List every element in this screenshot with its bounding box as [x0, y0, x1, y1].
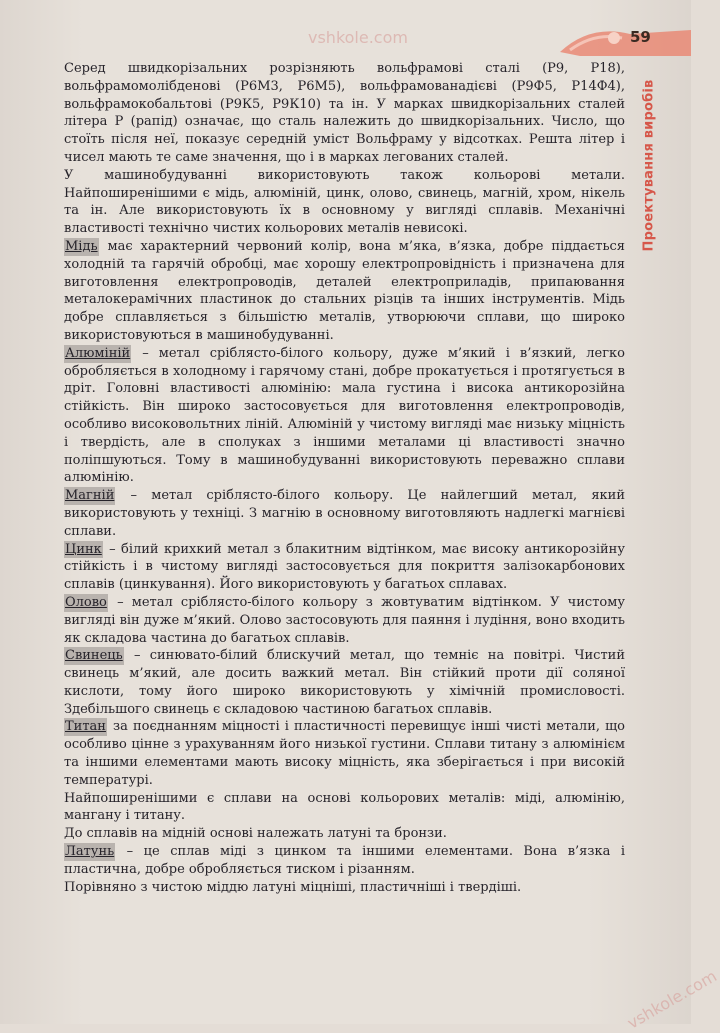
header-decoration	[560, 22, 691, 58]
term-highlight: Алюміній	[65, 345, 131, 361]
chapter-side-label: Проектування виробів	[641, 79, 657, 251]
page-number: 59	[630, 28, 651, 46]
paragraph-text: – білий крихкий метал з блакитним відтінком, має високу антикорозійну стійкість і в чистому вигляді застосовується для покриття залізокарбонових сплавів (цинкування). Його використовують у багатьох сплавах.	[64, 541, 625, 593]
paragraph-text: – метал сріблясто-білого кольору, дуже м’який і в’язкий, легко обробляється в холодному і гарячому стані, добре прокатується і протягується в дріт. Головні властивості алюмінію: мала густина і висока антикорозійна стійкість. Він широко застосовується для виготовлення електропроводів, особливо високовольтних ліній. Алюміній у чистому вигляді має низьку міцність і твердість, але в сполуках з іншими металами ці властивості значно поліпшуються. Тому в машинобудуванні використовують переважно сплави алюмінію.	[64, 345, 625, 486]
watermark: vshkole.com	[623, 966, 720, 1033]
paragraph-text: – метал сріблясто-білого кольору з жовтуватим відтінком. У чистому вигляді він дуже м’який. Олово застосовують для паяння і лудіння, воно входить як складова частина до багатьох сплавів.	[64, 594, 625, 646]
term-highlight: Свинець	[65, 648, 123, 664]
paragraph	[64, 718, 625, 789]
paragraph-text: – метал сріблясто-білого кольору. Це найлегший метал, який використовують у техніці. З магнію в основному виготовляють надлегкі магнієві сплави.	[64, 488, 625, 539]
paragraph	[64, 167, 625, 238]
paragraph	[64, 541, 625, 594]
chapter-side-tab	[638, 70, 660, 260]
paragraph	[64, 843, 625, 879]
paragraph	[64, 238, 625, 345]
paragraph	[64, 345, 625, 487]
term-highlight: Латунь	[65, 844, 115, 860]
paragraph-text: Найпоширенішими є сплави на основі кольорових металів: міді, алюмінію, мангану і титану.	[64, 790, 625, 824]
paragraph-text: У машинобудуванні використовують також кольорові метали. Найпоширенішими є мідь, алюміній, цинк, олово, свинець, магній, хром, нікель та ін. Але використовують їх в основному у вигляді сплавів. Механічні властивості технічно чистих кольорових металів невисокі.	[64, 167, 625, 237]
paragraph	[64, 60, 625, 167]
paragraph	[64, 647, 625, 718]
paragraph-text: Порівняно з чистою міддю латуні міцніші, пластичніші і твердіші.	[64, 879, 522, 895]
paragraph-text: Серед швидкорізальних розрізняють вольфрамові сталі (Р9, Р18), вольфрамомолібденові (Р6М3, Р6М5), вольфрамованадієві (Р9Ф5, Р14Ф4), вольфрамокобальтові (Р9К5, Р9К10) та ін. У марках швидкорізальних сталей літера Р (рапід) означає, що сталь належить до швидкорізальних. Число, що стоїть після неї, показує середній уміст Вольфраму у відсотках. Решта літер і чисел мають те саме значення, що і в марках легованих сталей.	[64, 61, 625, 165]
paragraph-text: – це сплав міді з цинком та іншими елементами. Вона в’язка і пластична, добре обробляється тиском і різанням.	[64, 844, 625, 877]
paragraph-text: має характерний червоний колір, вона м’яка, в’язка, добре піддається холодній та гарячій обробці, має хорошу електропровідність і призначена для виготовлення електропроводів, деталей електроприладів, припаювання металокерамічних пластинок до стальних різців та інших інструментів. Мідь добре сплавляється з більшістю металів, утворюючи сплави, що широко використовуються в машинобудуванні.	[64, 238, 625, 343]
paragraph-text: за поєднанням міцності і пластичності перевищує інші чисті метали, що особливо цінне з урахуванням його низької густини. Сплави титану з алюмінієм та іншими елементами мають високу міцність, яка зберігається і при високій температурі.	[64, 719, 625, 788]
term-highlight: Мідь	[65, 238, 98, 254]
paragraph	[64, 594, 625, 647]
term-highlight: Титан	[65, 719, 106, 735]
paragraph-text: До сплавів на мідній основі належать латуні та бронзи.	[64, 826, 447, 842]
term-highlight: Олово	[65, 594, 107, 610]
body-text	[64, 60, 625, 896]
paragraph	[64, 487, 625, 540]
watermark: vshkole.com	[308, 28, 408, 47]
paragraph	[64, 825, 625, 843]
paragraph	[64, 790, 625, 826]
paragraph	[64, 879, 625, 897]
term-highlight: Магній	[65, 488, 115, 504]
term-highlight: Цинк	[65, 541, 102, 557]
paragraph-text: – синювато-білий блискучий метал, що темніє на повітрі. Чистий свинець м’який, але досить важкий метал. Він стійкий проти дії соляної кислоти, тому його широко використовують у хімічній промисловості. Здебільшого свинець є складовою частиною багатьох сплавів.	[64, 648, 625, 717]
